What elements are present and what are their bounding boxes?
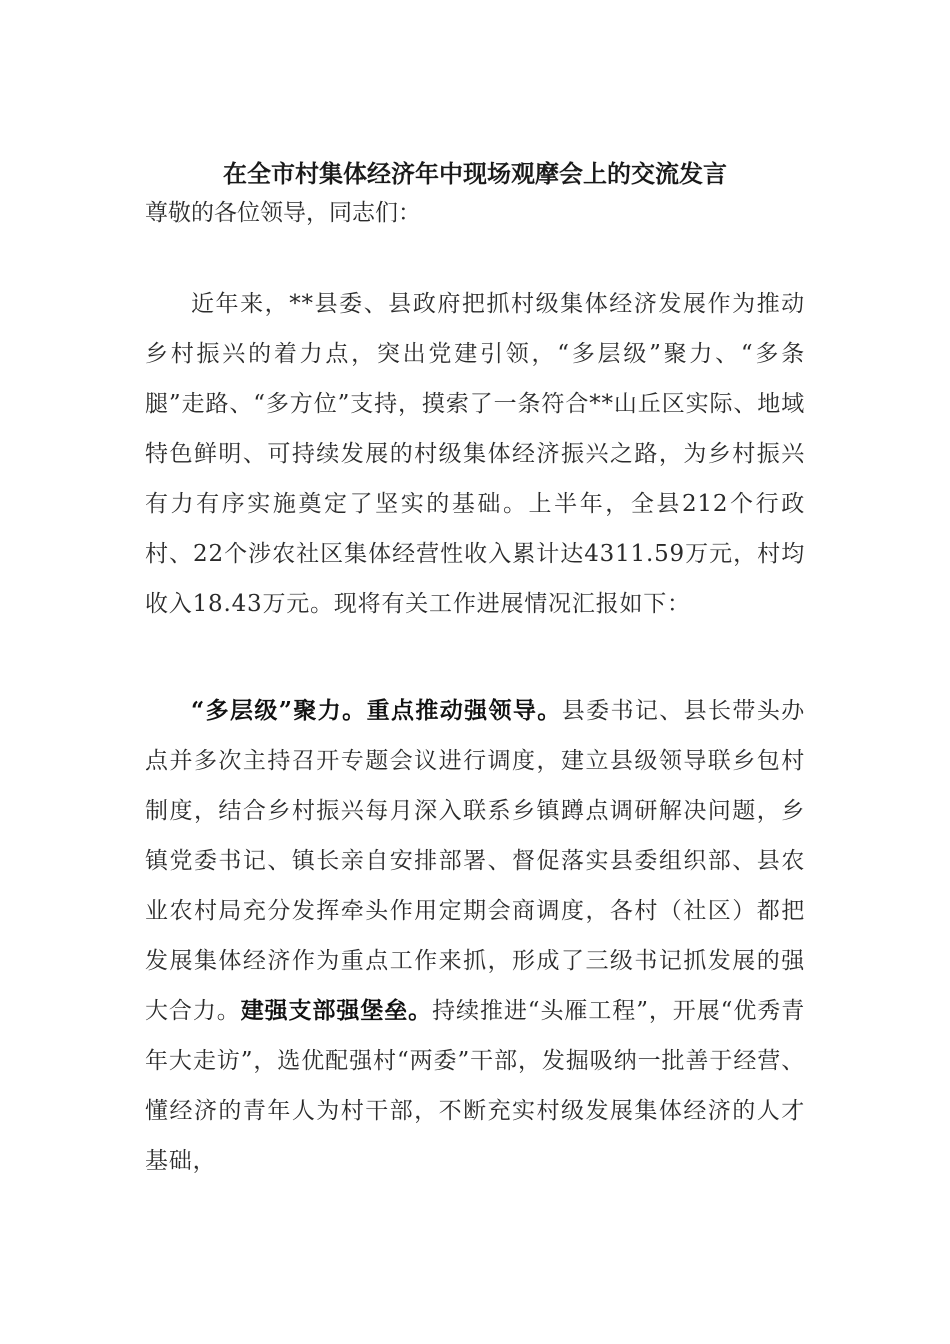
paragraph-intro: 近年来，**县委、县政府把抓村级集体经济发展作为推动乡村振兴的着力点，突出党建引领，“多层级”聚力、“多条腿”走路、“多方位”支持，摸索了一条符合**山丘区实际、地域特色鲜明、可持续发展的村级集体经济振兴之路，为乡村振兴有力有序实施奠定了坚实的基础。上半年，全县212个行政村、22个涉农社区集体经营性收入累计达4311.59万元，村均收入18.43万元。现将有关工作进展情况汇报如下： (145, 291, 805, 617)
salutation: 尊敬的各位领导，同志们： (145, 200, 421, 226)
section-subheading: 建强支部强堡垒。 (240, 997, 433, 1024)
document-title: 在全市村集体经济年中现场观摩会上的交流发言 (223, 160, 727, 188)
paragraph-text: 县委书记、县长带头办点并多次主持召开专题会议进行调度，建立县级领导联乡包村制度，结合乡村振兴每月深入联系乡镇蹲点调研解决问题，乡镇党委书记、镇长亲自安排部署、督促落实县委组织部、县农业农村局充分发挥牵头作用定期会商调度，各村（社区）都把发展集体经济作为重点工作来抓，形成了三级书记抓发展的强大合力。 (145, 698, 806, 1024)
section-heading: “多层级”聚力。重点推动强领导。 (191, 697, 562, 724)
paragraph-text-continued: 持续推进“头雁工程”，开展“优秀青年大走访”，选优配强村“两委”干部，发掘吸纳一批善于经营、懂经济的青年人为村干部，不断充实村级发展集体经济的人才基础， (145, 998, 805, 1174)
paragraph-multilevel (145, 686, 805, 1186)
